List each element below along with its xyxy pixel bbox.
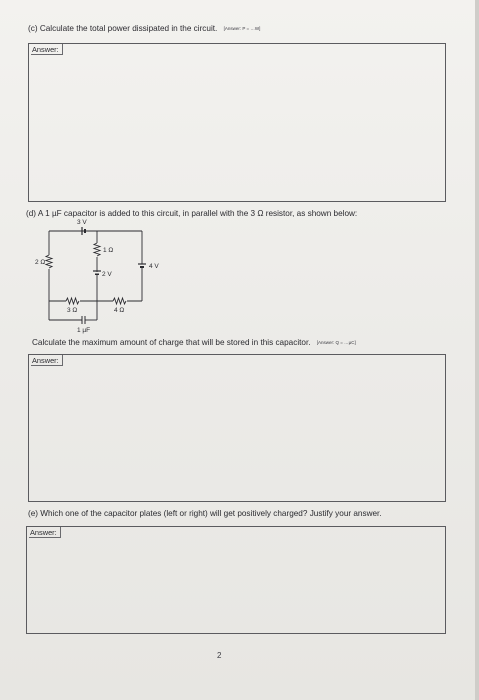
source-4v — [137, 263, 159, 270]
question-d — [26, 209, 357, 218]
question-d-prompt — [32, 338, 356, 347]
label-3ohm: 3 Ω — [67, 307, 78, 314]
label-1ohm: 1 Ω — [103, 247, 114, 254]
question-c-text: (c) Calculate the total power dissipated in the circuit. — [28, 24, 218, 33]
question-d-hint-text: [Answer: Q = …µC] — [316, 340, 356, 346]
answer-label-d: Answer: — [32, 356, 59, 365]
question-e-text: (e) Which one of the capacitor plates (left or right) will get positively charged? Justify your answer. — [28, 509, 382, 518]
resistor-4ohm — [113, 298, 127, 314]
label-2ohm: 2 Ω — [35, 259, 46, 266]
question-d-hint — [317, 340, 356, 345]
label-3v: 3 V — [77, 219, 87, 226]
answer-box-e[interactable] — [26, 526, 446, 634]
capacitor — [77, 316, 90, 334]
circuit-diagram — [35, 218, 186, 334]
question-d-text: (d) A 1 µF capacitor is added to this circuit, in parallel with the 3 Ω resistor, as shown below: — [26, 209, 358, 218]
label-1uf: 1 µF — [77, 327, 91, 334]
question-c-hint-text: [Answer: P = …W] — [223, 26, 261, 32]
label-4ohm: 4 Ω — [114, 307, 125, 314]
answer-label-e: Answer: — [30, 528, 57, 537]
source-2v — [93, 271, 112, 278]
answer-box-d[interactable] — [28, 354, 446, 502]
page-number: 2 — [217, 651, 222, 660]
answer-box-c[interactable] — [28, 43, 446, 202]
question-c — [28, 24, 260, 33]
label-2v: 2 V — [102, 271, 112, 278]
resistor-2ohm — [35, 255, 52, 269]
question-c-hint — [224, 26, 261, 31]
answer-label-c: Answer: — [32, 45, 59, 54]
page-edge — [475, 0, 479, 700]
resistor-1ohm — [94, 243, 113, 257]
question-e — [28, 509, 382, 518]
label-4v: 4 V — [149, 263, 159, 270]
resistor-3ohm — [66, 298, 80, 314]
question-d-prompt-text: Calculate the maximum amount of charge that will be stored in this capacitor. — [32, 338, 311, 347]
source-3v — [77, 219, 87, 235]
